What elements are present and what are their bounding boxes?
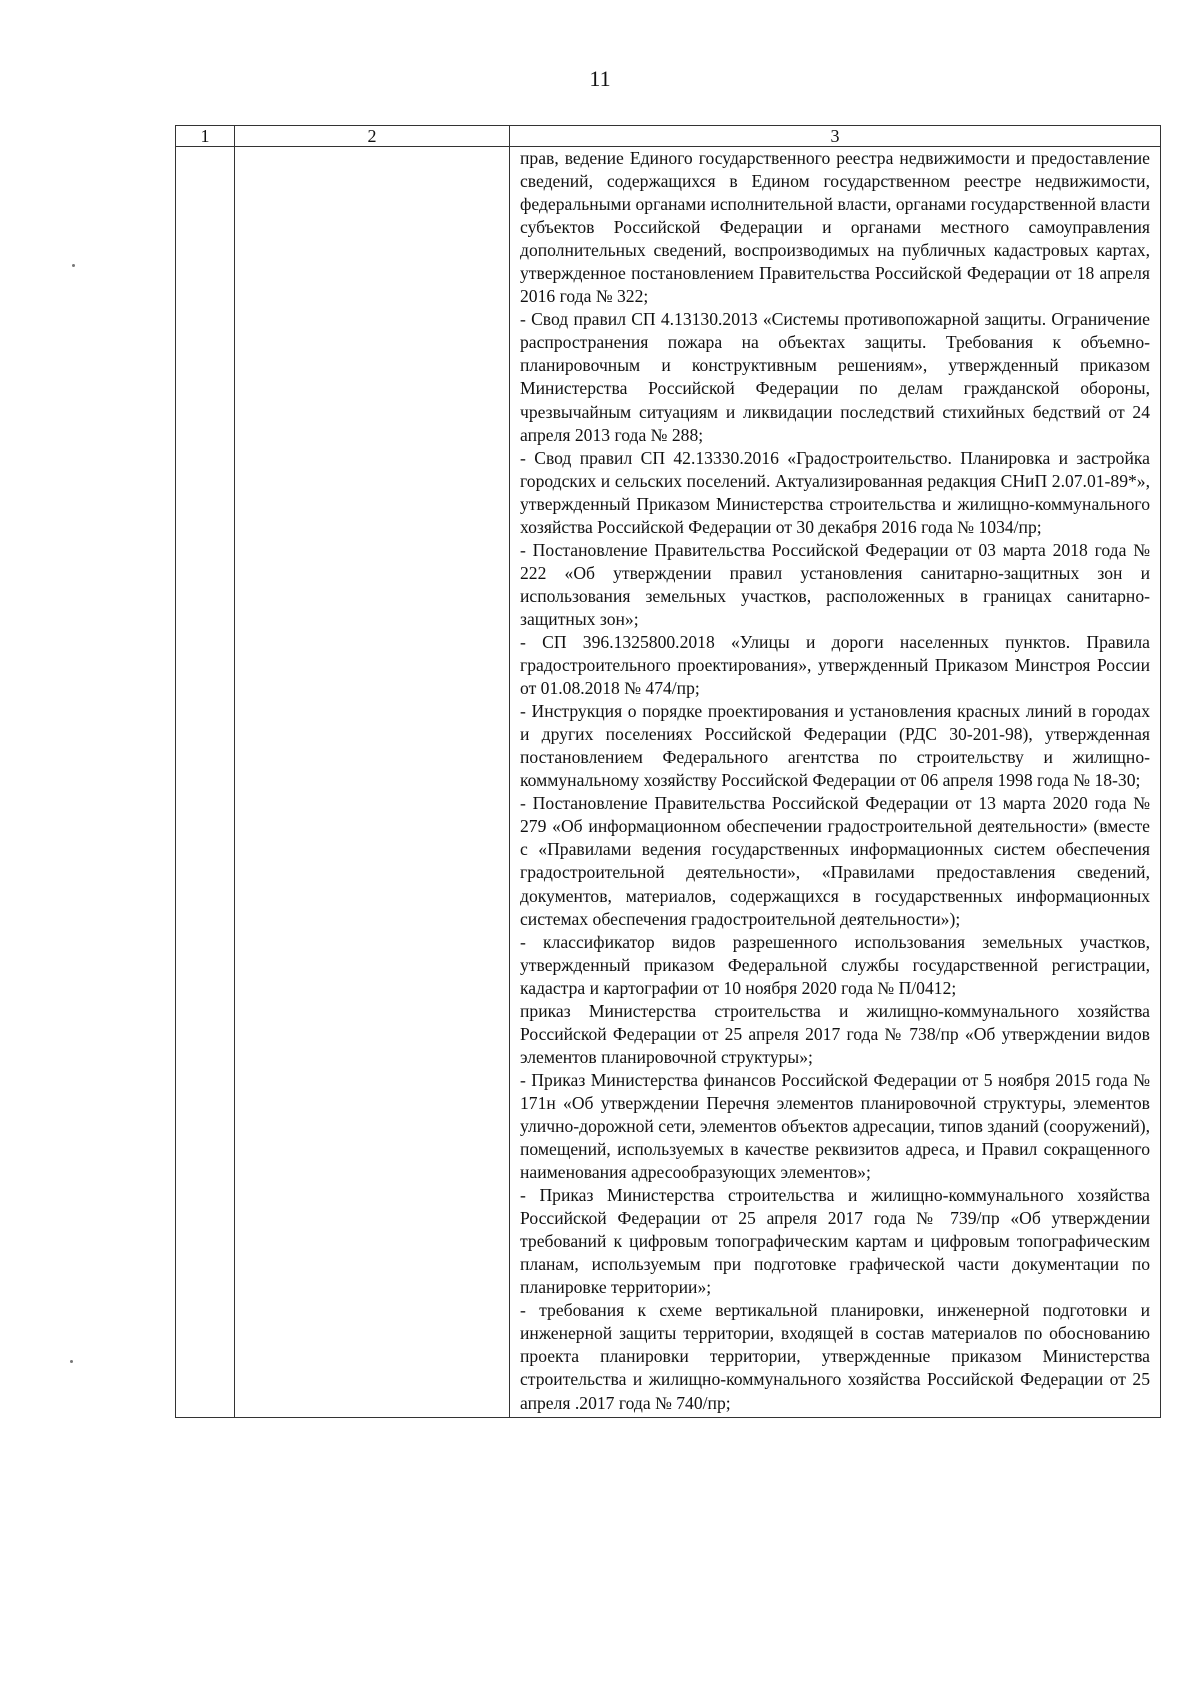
paragraph: - Постановление Правительства Российской Федерации от 03 марта 2018 года № 222 «Об утверждении правил установления санитарно-защитных зон и использования земельных участков, расположенных в границах санитарно-защитных зон»; [520, 539, 1150, 629]
column-header-1: 1 [176, 126, 235, 147]
table-header-row [176, 126, 1161, 147]
paragraph: прав, ведение Единого государственного реестра недвижимости и предоставление сведений, содержащихся в Едином государственном реестре недвижимости, федеральными органами исполнительной власти, органами государственной власти субъектов Российской Федерации и органами местного самоуправления дополнительных сведений, воспроизводимых на публичных кадастровых картах, утвержденное постановлением Правительства Российской Федерации от 18 апреля 2016 года № 322; [520, 148, 1150, 307]
table-row [176, 147, 1161, 1418]
scan-speck [70, 1360, 73, 1363]
paragraph: - Свод правил СП 4.13130.2013 «Системы противопожарной защиты. Ограничение распространения пожара на объектах защиты. Требования к объемно-планировочным и конструктивным решениям», утвержденный приказом Министерства Российской Федерации по делам гражданской обороны, чрезвычайным ситуациям и ликвидации последствий стихийных бедствий от 24 апреля 2013 года № 288; [520, 309, 1150, 445]
row-cell-3 [510, 147, 1161, 1418]
row-cell-1 [176, 147, 235, 1418]
paragraph: - СП 396.1325800.2018 «Улицы и дороги населенных пунктов. Правила градостроительного проектирования», утвержденный Приказом Минстроя России от 01.08.2018 № 474/пр; [520, 631, 1150, 699]
paragraph: - Приказ Министерства строительства и жилищно-коммунального хозяйства Российской Федерации от 25 апреля 2017 года № 739/пр «Об утверждении требований к цифровым топографическим картам и цифровым топографическим планам, используемым при подготовке графической части документации по планировке территории»; [520, 1185, 1150, 1298]
column-header-3: 3 [510, 126, 1161, 147]
paragraph: приказ Министерства строительства и жилищно-коммунального хозяйства Российской Федерации от 25 апреля 2017 года № 738/пр «Об утверждении видов элементов планировочной структуры»; [520, 1000, 1150, 1067]
paragraph: - классификатор видов разрешенного использования земельных участков, утвержденный приказом Федеральной службы государственной регистрации, кадастра и картографии от 10 ноября 2020 года № П/0412; [520, 931, 1150, 998]
row-cell-2 [235, 147, 510, 1418]
paragraph: - Инструкция о порядке проектирования и установления красных линий в городах и других поселениях Российской Федерации (РДС 30-201-98), утвержденная постановлением Федерального агентства по строительству и жилищно-коммунальному хозяйству Российской Федерации от 06 апреля 1998 года № 18-30; [520, 701, 1150, 791]
paragraph: - Свод правил СП 42.13330.2016 «Градостроительство. Планировка и застройка городских и сельских поселений. Актуализированная редакция СНиП 2.07.01-89*», утвержденный Приказом Министерства строительства и жилищно-коммунального хозяйства Российской Федерации от 30 декабря 2016 года № 1034/пр; [520, 447, 1150, 537]
scan-speck [72, 264, 75, 267]
page-number: 11 [589, 66, 611, 91]
paragraph: - Приказ Министерства финансов Российской Федерации от 5 ноября 2015 года № 171н «Об утверждении Перечня элементов планировочной структуры, элементов улично-дорожной сети, элементов объектов адресации, типов зданий (сооружений), помещений, используемых в качестве реквизитов адреса, и Правил сокращенного наименования адресообразующих элементов»; [520, 1069, 1150, 1183]
column-header-2: 2 [235, 126, 510, 147]
paragraph: - требования к схеме вертикальной планировки, инженерной подготовки и инженерной защиты территории, входящей в состав материалов по обоснованию проекта планировки территории, утвержденные приказом Министерства строительства и жилищно-коммунального хозяйства Российской Федерации от 25 апреля .2017 года № 740/пр; [520, 1300, 1150, 1413]
paragraph: - Постановление Правительства Российской Федерации от 13 марта 2020 года № 279 «Об информационном обеспечении градостроительной деятельности» (вместе с «Правилами ведения государственных информационных систем обеспечения градостроительной деятельности», «Правилами предоставления сведений, документов, материалов, содержащихся в государственных информационных системах обеспечения градостроительной деятельности»); [520, 793, 1150, 929]
document-table [175, 125, 1161, 1418]
